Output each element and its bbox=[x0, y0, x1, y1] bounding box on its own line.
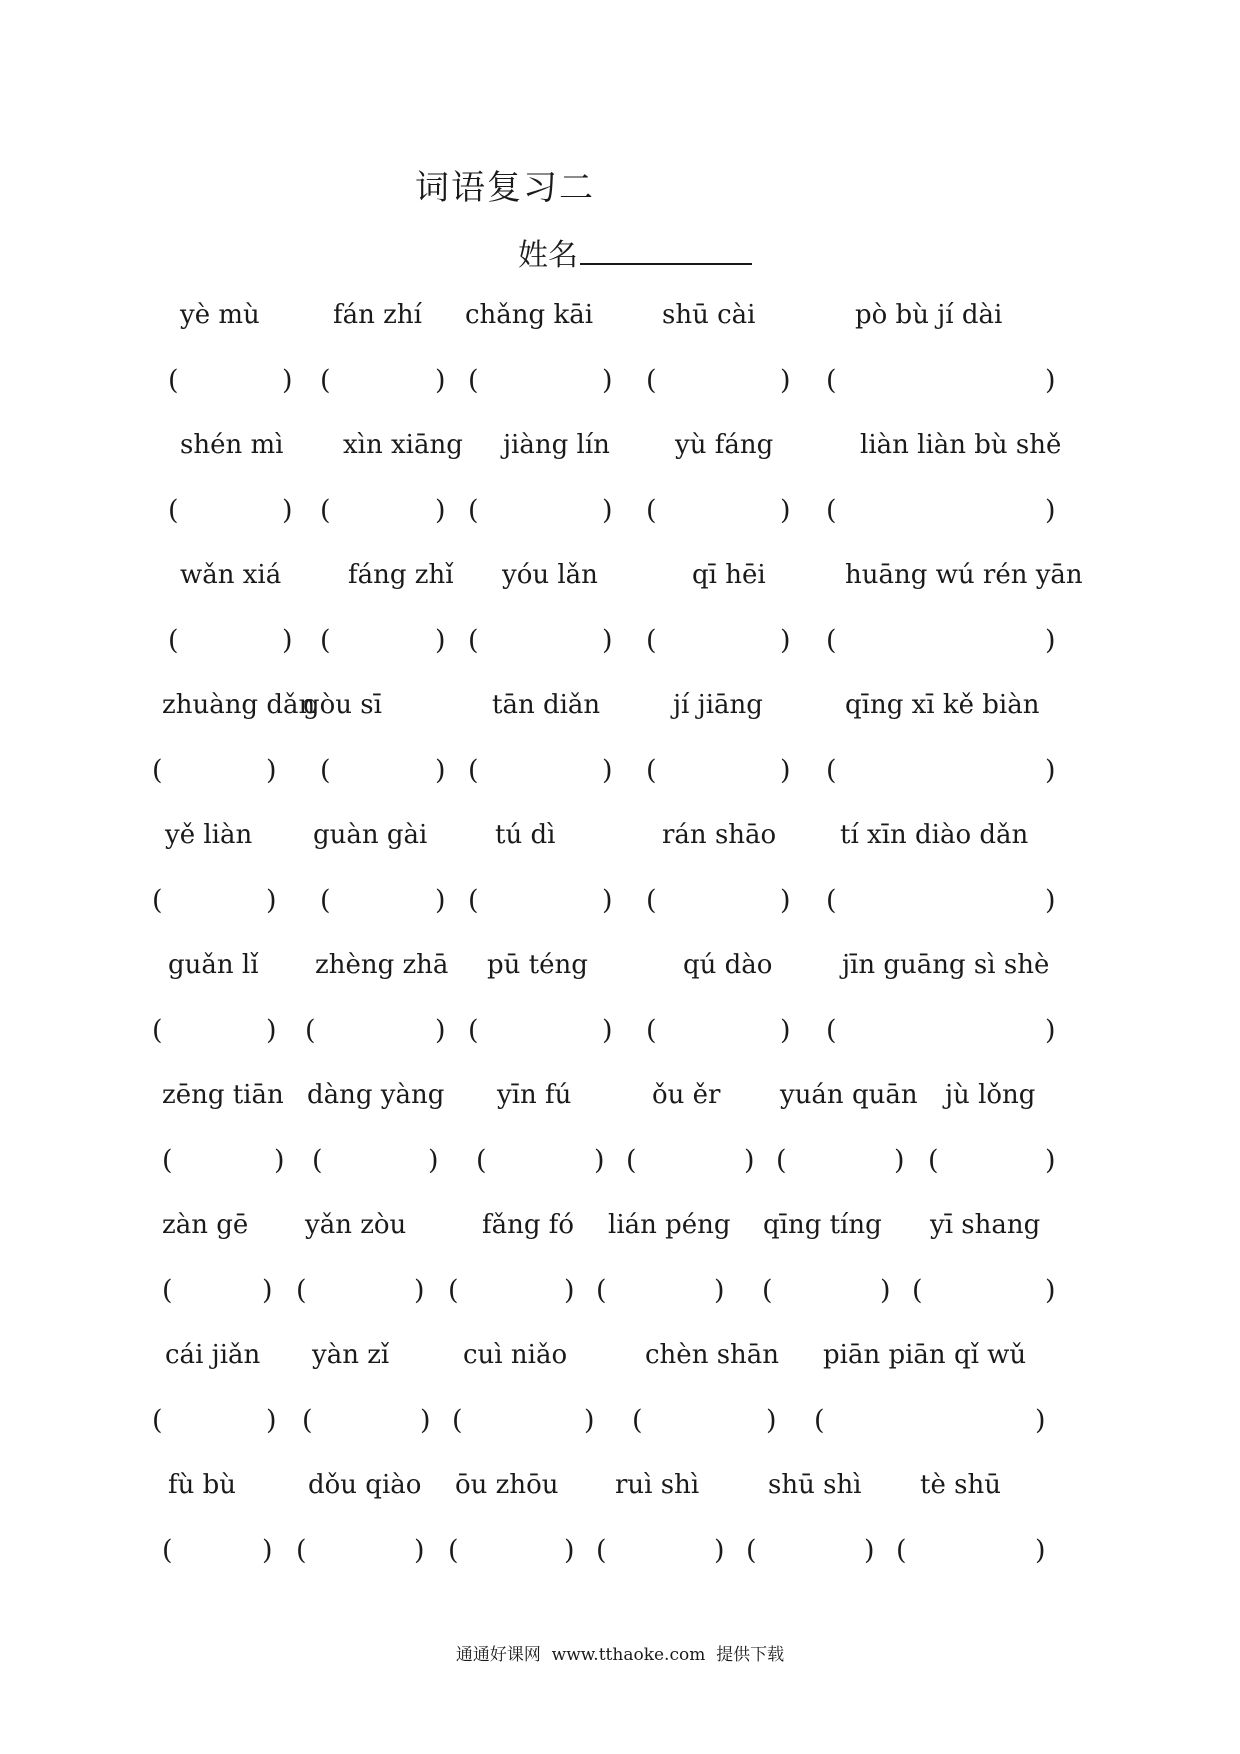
answer-bracket-open: ( bbox=[646, 625, 657, 656]
answer-bracket-close: ) bbox=[1045, 1275, 1056, 1306]
answer-bracket-close: ) bbox=[1045, 1145, 1056, 1176]
answer-bracket-open: ( bbox=[826, 495, 837, 526]
answer-bracket-open: ( bbox=[168, 365, 179, 396]
answer-bracket-close: ) bbox=[1045, 755, 1056, 786]
answer-bracket-open: ( bbox=[152, 1015, 163, 1046]
pinyin-word: liàn liàn bù shě bbox=[860, 430, 1062, 460]
answer-bracket-close: ) bbox=[714, 1535, 725, 1566]
pinyin-word: pū téng bbox=[487, 950, 588, 980]
answer-bracket-close: ) bbox=[602, 625, 613, 656]
answer-bracket-close: ) bbox=[780, 755, 791, 786]
pinyin-word: fán zhí bbox=[333, 300, 422, 330]
pinyin-word: shū cài bbox=[662, 300, 756, 330]
pinyin-word: chǎng kāi bbox=[465, 300, 594, 330]
pinyin-word: dǒu qiào bbox=[308, 1470, 422, 1500]
answer-bracket-close: ) bbox=[1045, 365, 1056, 396]
answer-bracket-close: ) bbox=[780, 625, 791, 656]
pinyin-word: fáng zhǐ bbox=[348, 560, 454, 590]
answer-bracket-open: ( bbox=[320, 755, 331, 786]
answer-bracket-close: ) bbox=[262, 1275, 273, 1306]
pinyin-word: cái jiǎn bbox=[165, 1340, 261, 1370]
answer-bracket-close: ) bbox=[594, 1145, 605, 1176]
answer-bracket-open: ( bbox=[152, 755, 163, 786]
answer-bracket-close: ) bbox=[1045, 625, 1056, 656]
answer-bracket-open: ( bbox=[452, 1405, 463, 1436]
footer-credit: 通通好课网 www.tthaoke.com 提供下载 bbox=[455, 1645, 785, 1665]
pinyin-word: jí jiāng bbox=[673, 690, 763, 720]
answer-bracket-open: ( bbox=[152, 885, 163, 916]
answer-bracket-open: ( bbox=[312, 1145, 323, 1176]
answer-bracket-close: ) bbox=[1045, 495, 1056, 526]
pinyin-word: xìn xiāng bbox=[343, 430, 463, 460]
answer-bracket-close: ) bbox=[1035, 1405, 1046, 1436]
answer-bracket-close: ) bbox=[435, 885, 446, 916]
answer-bracket-close: ) bbox=[780, 495, 791, 526]
answer-bracket-close: ) bbox=[266, 885, 277, 916]
answer-bracket-open: ( bbox=[646, 495, 657, 526]
answer-bracket-close: ) bbox=[435, 755, 446, 786]
answer-bracket-close: ) bbox=[282, 365, 293, 396]
answer-bracket-open: ( bbox=[302, 1405, 313, 1436]
answer-bracket-open: ( bbox=[468, 1015, 479, 1046]
answer-bracket-close: ) bbox=[564, 1535, 575, 1566]
answer-bracket-close: ) bbox=[602, 495, 613, 526]
pinyin-word: yě liàn bbox=[165, 820, 253, 850]
answer-bracket-close: ) bbox=[780, 365, 791, 396]
answer-bracket-open: ( bbox=[168, 625, 179, 656]
answer-bracket-close: ) bbox=[1045, 885, 1056, 916]
answer-bracket-open: ( bbox=[320, 495, 331, 526]
pinyin-word: tān diǎn bbox=[492, 690, 601, 720]
answer-bracket-open: ( bbox=[826, 365, 837, 396]
pinyin-word: wǎn xiá bbox=[180, 560, 282, 590]
answer-bracket-open: ( bbox=[152, 1405, 163, 1436]
answer-bracket-open: ( bbox=[162, 1275, 173, 1306]
answer-bracket-open: ( bbox=[826, 625, 837, 656]
answer-bracket-close: ) bbox=[564, 1275, 575, 1306]
name-blank-line[interactable] bbox=[580, 233, 752, 265]
pinyin-word: ōu zhōu bbox=[455, 1470, 559, 1500]
answer-bracket-close: ) bbox=[602, 885, 613, 916]
answer-bracket-open: ( bbox=[468, 495, 479, 526]
answer-bracket-close: ) bbox=[864, 1535, 875, 1566]
page-title: 词语复习二 bbox=[415, 168, 595, 208]
answer-bracket-open: ( bbox=[468, 365, 479, 396]
name-field bbox=[518, 230, 752, 274]
answer-bracket-open: ( bbox=[928, 1145, 939, 1176]
answer-bracket-close: ) bbox=[766, 1405, 777, 1436]
name-label: 姓名 bbox=[518, 238, 578, 273]
pinyin-word: yù fáng bbox=[675, 430, 774, 460]
pinyin-word: zēng tiān bbox=[162, 1080, 284, 1110]
pinyin-word: shén mì bbox=[180, 430, 284, 460]
pinyin-word: ruì shì bbox=[615, 1470, 700, 1500]
answer-bracket-close: ) bbox=[274, 1145, 285, 1176]
pinyin-word: qī hēi bbox=[692, 560, 766, 590]
answer-bracket-close: ) bbox=[880, 1275, 891, 1306]
pinyin-word: huāng wú rén yān bbox=[845, 560, 1083, 590]
answer-bracket-close: ) bbox=[266, 755, 277, 786]
pinyin-word: tí xīn diào dǎn bbox=[840, 820, 1029, 850]
answer-bracket-open: ( bbox=[320, 885, 331, 916]
answer-bracket-open: ( bbox=[896, 1535, 907, 1566]
answer-bracket-open: ( bbox=[626, 1145, 637, 1176]
pinyin-word: qú dào bbox=[683, 950, 773, 980]
answer-bracket-open: ( bbox=[646, 365, 657, 396]
answer-bracket-open: ( bbox=[912, 1275, 923, 1306]
answer-bracket-close: ) bbox=[780, 1015, 791, 1046]
answer-bracket-open: ( bbox=[305, 1015, 316, 1046]
answer-bracket-close: ) bbox=[714, 1275, 725, 1306]
pinyin-word: guàn gài bbox=[313, 820, 428, 850]
pinyin-word: yī shang bbox=[930, 1210, 1041, 1240]
answer-bracket-open: ( bbox=[826, 885, 837, 916]
answer-bracket-open: ( bbox=[762, 1275, 773, 1306]
pinyin-word: gòu sī bbox=[303, 690, 382, 720]
answer-bracket-close: ) bbox=[602, 755, 613, 786]
answer-bracket-open: ( bbox=[826, 1015, 837, 1046]
answer-bracket-open: ( bbox=[596, 1535, 607, 1566]
answer-bracket-close: ) bbox=[744, 1145, 755, 1176]
pinyin-word: zhèng zhā bbox=[315, 950, 449, 980]
pinyin-word: guǎn lǐ bbox=[168, 950, 259, 980]
pinyin-word: ǒu ěr bbox=[652, 1080, 721, 1110]
pinyin-word: yè mù bbox=[180, 300, 260, 330]
answer-bracket-close: ) bbox=[584, 1405, 595, 1436]
pinyin-word: lián péng bbox=[608, 1210, 731, 1240]
answer-bracket-close: ) bbox=[1035, 1535, 1046, 1566]
pinyin-word: zàn gē bbox=[162, 1210, 249, 1240]
pinyin-word: chèn shān bbox=[645, 1340, 780, 1370]
pinyin-word: fù bù bbox=[168, 1470, 237, 1500]
answer-bracket-close: ) bbox=[266, 1405, 277, 1436]
answer-bracket-close: ) bbox=[602, 365, 613, 396]
answer-bracket-open: ( bbox=[320, 625, 331, 656]
answer-bracket-open: ( bbox=[476, 1145, 487, 1176]
pinyin-word: yīn fú bbox=[497, 1080, 572, 1110]
answer-bracket-close: ) bbox=[894, 1145, 905, 1176]
answer-bracket-open: ( bbox=[168, 495, 179, 526]
answer-bracket-open: ( bbox=[468, 755, 479, 786]
pinyin-word: jù lǒng bbox=[945, 1080, 1036, 1110]
pinyin-word: yǎn zòu bbox=[305, 1210, 407, 1240]
pinyin-word: piān piān qǐ wǔ bbox=[823, 1340, 1027, 1370]
pinyin-word: rán shāo bbox=[662, 820, 777, 850]
pinyin-word: cuì niǎo bbox=[463, 1340, 568, 1370]
answer-bracket-close: ) bbox=[282, 495, 293, 526]
pinyin-word: shū shì bbox=[768, 1470, 862, 1500]
answer-bracket-close: ) bbox=[262, 1535, 273, 1566]
answer-bracket-open: ( bbox=[448, 1535, 459, 1566]
answer-bracket-open: ( bbox=[776, 1145, 787, 1176]
pinyin-word: tè shū bbox=[920, 1470, 1001, 1500]
answer-bracket-close: ) bbox=[282, 625, 293, 656]
answer-bracket-open: ( bbox=[448, 1275, 459, 1306]
answer-bracket-close: ) bbox=[435, 495, 446, 526]
pinyin-word: qīng xī kě biàn bbox=[845, 690, 1040, 720]
answer-bracket-close: ) bbox=[1045, 1015, 1056, 1046]
pinyin-word: fǎng fó bbox=[482, 1210, 575, 1240]
pinyin-word: yuán quān bbox=[780, 1080, 918, 1110]
answer-bracket-close: ) bbox=[428, 1145, 439, 1176]
pinyin-word: yàn zǐ bbox=[312, 1340, 390, 1370]
answer-bracket-open: ( bbox=[320, 365, 331, 396]
answer-bracket-close: ) bbox=[435, 1015, 446, 1046]
answer-bracket-close: ) bbox=[414, 1275, 425, 1306]
answer-bracket-close: ) bbox=[414, 1535, 425, 1566]
answer-bracket-open: ( bbox=[646, 885, 657, 916]
answer-bracket-open: ( bbox=[162, 1145, 173, 1176]
pinyin-word: zhuàng dǎn bbox=[162, 690, 316, 720]
answer-bracket-open: ( bbox=[162, 1535, 173, 1566]
answer-bracket-open: ( bbox=[646, 1015, 657, 1046]
pinyin-word: jīn guāng sì shè bbox=[842, 950, 1050, 980]
pinyin-word: pò bù jí dài bbox=[855, 300, 1003, 330]
answer-bracket-open: ( bbox=[468, 885, 479, 916]
answer-bracket-close: ) bbox=[435, 625, 446, 656]
answer-bracket-open: ( bbox=[296, 1535, 307, 1566]
answer-bracket-open: ( bbox=[814, 1405, 825, 1436]
answer-bracket-close: ) bbox=[435, 365, 446, 396]
answer-bracket-open: ( bbox=[646, 755, 657, 786]
answer-bracket-open: ( bbox=[468, 625, 479, 656]
answer-bracket-open: ( bbox=[746, 1535, 757, 1566]
pinyin-word: dàng yàng bbox=[307, 1080, 445, 1110]
answer-bracket-open: ( bbox=[632, 1405, 643, 1436]
pinyin-word: qīng tíng bbox=[763, 1210, 882, 1240]
pinyin-word: jiàng lín bbox=[503, 430, 610, 460]
answer-bracket-close: ) bbox=[266, 1015, 277, 1046]
answer-bracket-close: ) bbox=[420, 1405, 431, 1436]
pinyin-word: tú dì bbox=[495, 820, 556, 850]
pinyin-word: yóu lǎn bbox=[502, 560, 598, 590]
answer-bracket-open: ( bbox=[826, 755, 837, 786]
answer-bracket-open: ( bbox=[296, 1275, 307, 1306]
answer-bracket-open: ( bbox=[596, 1275, 607, 1306]
answer-bracket-close: ) bbox=[780, 885, 791, 916]
answer-bracket-close: ) bbox=[602, 1015, 613, 1046]
